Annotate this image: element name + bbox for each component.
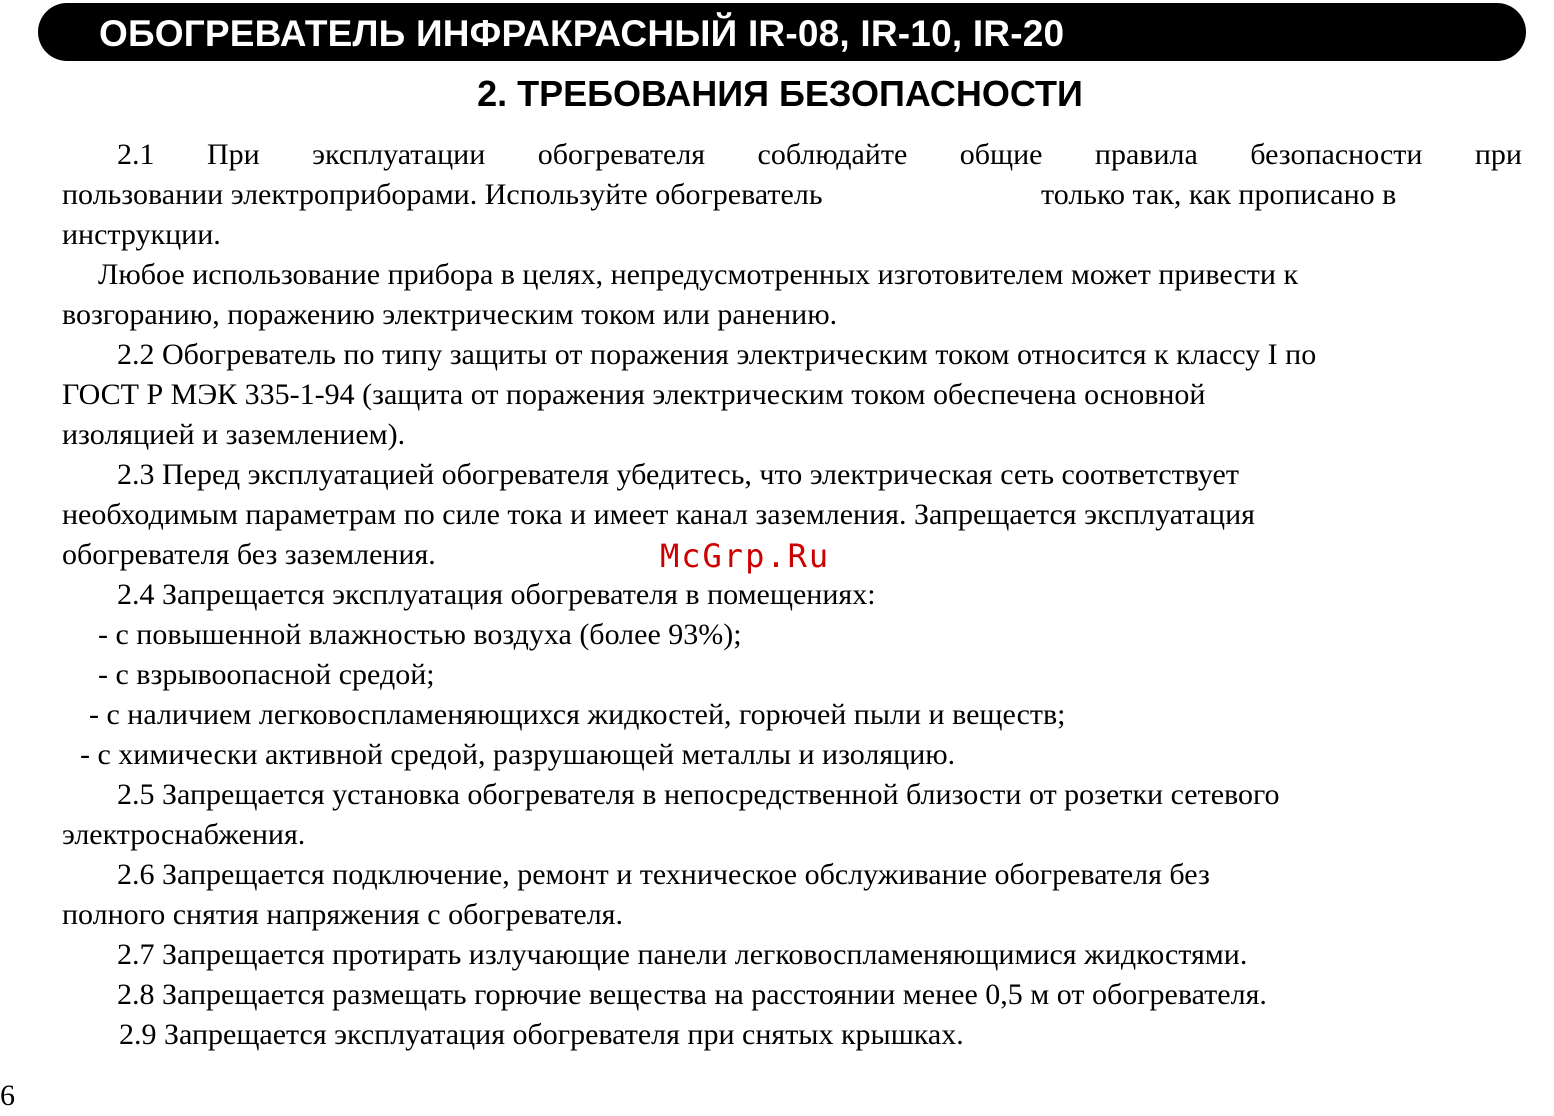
- paragraph-2-5-line-2: электроснабжения.: [62, 818, 306, 851]
- paragraph-2-1-line-3: инструкции.: [62, 218, 221, 251]
- paragraph-2-3-line-1: 2.3 Перед эксплуатацией обогревателя убедитесь, что электрическая сеть соответствует: [117, 458, 1239, 491]
- paragraph-2-1-line-2a: пользовании электроприборами. Используйте обогреватель: [62, 178, 823, 211]
- page-number: 6: [0, 1079, 15, 1112]
- paragraph-2-2-line-3: изоляцией и заземлением).: [62, 418, 406, 451]
- paragraph-2-6-line-2: полного снятия напряжения с обогревателя.: [62, 898, 623, 931]
- section-title: 2. ТРЕБОВАНИЯ БЕЗОПАСНОСТИ: [477, 73, 1083, 114]
- paragraph-2-2-line-1: 2.2 Обогреватель по типу защиты от поражения электрическим током относится к классу I по: [117, 338, 1317, 371]
- word: правила: [1094, 138, 1198, 171]
- word: При: [206, 138, 260, 171]
- word: соблюдайте: [757, 138, 908, 171]
- paragraph-2-3-line-2: необходимым параметрам по силе тока и имеет канал заземления. Запрещается эксплуатация: [62, 498, 1255, 531]
- paragraph-2-7: 2.7 Запрещается протирать излучающие панели легковоспламеняющимися жидкостями.: [117, 938, 1248, 971]
- list-item: - с повышенной влажностью воздуха (более 93%);: [98, 618, 742, 651]
- paragraph-2-6-line-1: 2.6 Запрещается подключение, ремонт и техническое обслуживание обогревателя без: [117, 858, 1210, 891]
- word: безопасности: [1250, 138, 1423, 171]
- word: общие: [959, 138, 1043, 171]
- word: эксплуатации: [312, 138, 486, 171]
- list-item: - с химически активной средой, разрушающей металлы и изоляцию.: [80, 738, 956, 771]
- header-bar: [38, 3, 1526, 61]
- word: обогревателя: [537, 138, 706, 171]
- paragraph-any-use-line-1: Любое использование прибора в целях, непредусмотренных изготовителем может привести к: [98, 258, 1299, 291]
- paragraph-2-5-line-1: 2.5 Запрещается установка обогревателя в непосредственной близости от розетки сетевого: [117, 778, 1280, 811]
- paragraph-2-3-line-3: обогревателя без заземления.: [62, 538, 436, 571]
- paragraph-2-4-line-1: 2.4 Запрещается эксплуатация обогревателя в помещениях:: [117, 578, 876, 611]
- word: при: [1474, 138, 1522, 171]
- document-header-title: ОБОГРЕВАТЕЛЬ ИНФРАКРАСНЫЙ IR-08, IR-10, IR-20: [99, 12, 1065, 54]
- paragraph-2-2-line-2: ГОСТ Р МЭК 335-1-94 (защита от поражения электрическим током обеспечена основной: [62, 378, 1206, 411]
- list-item: - с взрывоопасной средой;: [98, 658, 435, 691]
- list-item: - с наличием легковоспламеняющихся жидкостей, горючей пыли и веществ;: [89, 698, 1066, 731]
- watermark-text: McGrp.Ru: [660, 537, 831, 575]
- paragraph-any-use-line-2: возгоранию, поражению электрическим током или ранению.: [62, 298, 838, 331]
- paragraph-2-8: 2.8 Запрещается размещать горючие вещества на расстоянии менее 0,5 м от обогревателя.: [117, 978, 1267, 1011]
- paragraph-2-9: 2.9 Запрещается эксплуатация обогревателя при снятых крышках.: [119, 1018, 964, 1051]
- paragraph-2-1-line-1: [117, 135, 1522, 175]
- word: 2.1: [117, 138, 155, 171]
- paragraph-2-1-line-2b: только так, как прописано в: [1041, 178, 1397, 211]
